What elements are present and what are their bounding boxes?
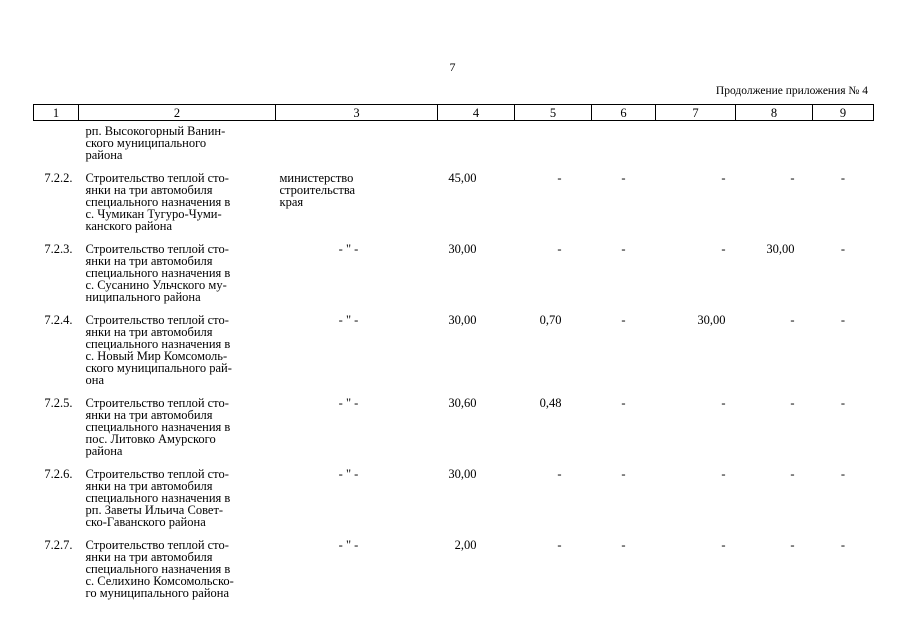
column-header: 3 (276, 105, 438, 121)
value-col-7: - (721, 467, 726, 481)
value-col-6: - (621, 538, 626, 552)
value-col-9: - (840, 467, 846, 481)
value-col-7: - (721, 396, 726, 410)
value-col-4: 2,00 (454, 538, 477, 552)
value-col-5: - (557, 242, 562, 256)
program-table (33, 104, 874, 610)
row-number: 7.2.6. (44, 467, 73, 481)
value-col-9: - (840, 242, 846, 256)
row-number: 7.2.2. (44, 171, 73, 185)
value-col-5: - (557, 171, 562, 185)
value-col-9: - (840, 396, 846, 410)
column-header: 5 (515, 105, 592, 121)
measure-description: Строительство теплой сто- янки на три автомобиля специального назначения в с. Чумикан Тугуро-Чуми- канского района (85, 171, 231, 233)
measure-description: Строительство теплой сто- янки на три автомобиля специального назначения в с. Селихино Комсомольско- го муниципального района (85, 538, 234, 600)
table-row (34, 397, 874, 468)
responsible-executor: - " - (338, 538, 359, 552)
value-col-9: - (840, 538, 846, 552)
value-col-7: 30,00 (697, 313, 726, 327)
measure-description: Строительство теплой сто- янки на три автомобиля специального назначения в рп. Заветы Ильича Совет- ско-Гаванского района (85, 467, 231, 529)
value-col-4: 30,60 (448, 396, 477, 410)
value-col-8: - (790, 538, 795, 552)
table-row (34, 539, 874, 610)
value-col-7: - (721, 538, 726, 552)
table-row (34, 314, 874, 397)
value-col-9: - (840, 313, 846, 327)
value-col-9 (813, 121, 874, 173)
continuation-caption: Продолжение приложения № 4 (715, 85, 868, 97)
value-col-6: - (621, 467, 626, 481)
row-number: 7.2.5. (44, 396, 73, 410)
value-col-6: - (621, 313, 626, 327)
value-col-8: - (790, 313, 795, 327)
value-col-7: - (721, 242, 726, 256)
table-row (34, 468, 874, 539)
responsible-executor: - " - (338, 313, 359, 327)
value-col-4: 30,00 (448, 242, 477, 256)
column-header: 1 (34, 105, 79, 121)
value-col-5: 0,70 (539, 313, 562, 327)
table-row (34, 172, 874, 243)
value-col-9: - (840, 171, 846, 185)
responsible-executor (276, 121, 438, 173)
value-col-6: - (621, 396, 626, 410)
row-number: 7.2.7. (44, 538, 73, 552)
table-row (34, 121, 874, 173)
row-number (34, 121, 79, 173)
value-col-4: 30,00 (448, 467, 477, 481)
column-header: 2 (79, 105, 276, 121)
row-number: 7.2.4. (44, 313, 73, 327)
row-number: 7.2.3. (44, 242, 73, 256)
value-col-8: - (790, 171, 795, 185)
value-col-8: 30,00 (766, 242, 795, 256)
value-col-5 (515, 121, 592, 173)
responsible-executor: - " - (338, 396, 359, 410)
value-col-6 (592, 121, 656, 173)
value-col-7: - (721, 171, 726, 185)
value-col-8: - (790, 467, 795, 481)
value-col-4 (438, 121, 515, 173)
table-row (34, 243, 874, 314)
value-col-5: 0,48 (539, 396, 562, 410)
value-col-5: - (557, 467, 562, 481)
column-header: 7 (656, 105, 736, 121)
measure-description: Строительство теплой сто- янки на три автомобиля специального назначения в пос. Литовко Амурского района (85, 396, 231, 458)
column-header: 8 (736, 105, 813, 121)
responsible-executor: - " - (338, 242, 359, 256)
value-col-4: 45,00 (448, 171, 477, 185)
measure-description: рп. Высокогорный Ванин- ского муниципального района (85, 124, 226, 162)
responsible-executor: - " - (338, 467, 359, 481)
value-col-7 (656, 121, 736, 173)
column-header: 9 (813, 105, 874, 121)
measure-description: Строительство теплой сто- янки на три автомобиля специального назначения в с. Новый Мир Комсомоль- ского муниципального рай- она (85, 313, 232, 387)
value-col-6: - (621, 171, 626, 185)
value-col-8 (736, 121, 813, 173)
measure-description: Строительство теплой сто- янки на три автомобиля специального назначения в с. Сусанино Ульчского му- ниципального района (85, 242, 231, 304)
value-col-5: - (557, 538, 562, 552)
column-header-row (34, 105, 874, 121)
value-col-6: - (621, 242, 626, 256)
responsible-executor: министерство строительства края (279, 171, 356, 209)
value-col-8: - (790, 396, 795, 410)
column-header: 4 (438, 105, 515, 121)
page-number: 7 (449, 60, 456, 74)
value-col-4: 30,00 (448, 313, 477, 327)
column-header: 6 (592, 105, 656, 121)
